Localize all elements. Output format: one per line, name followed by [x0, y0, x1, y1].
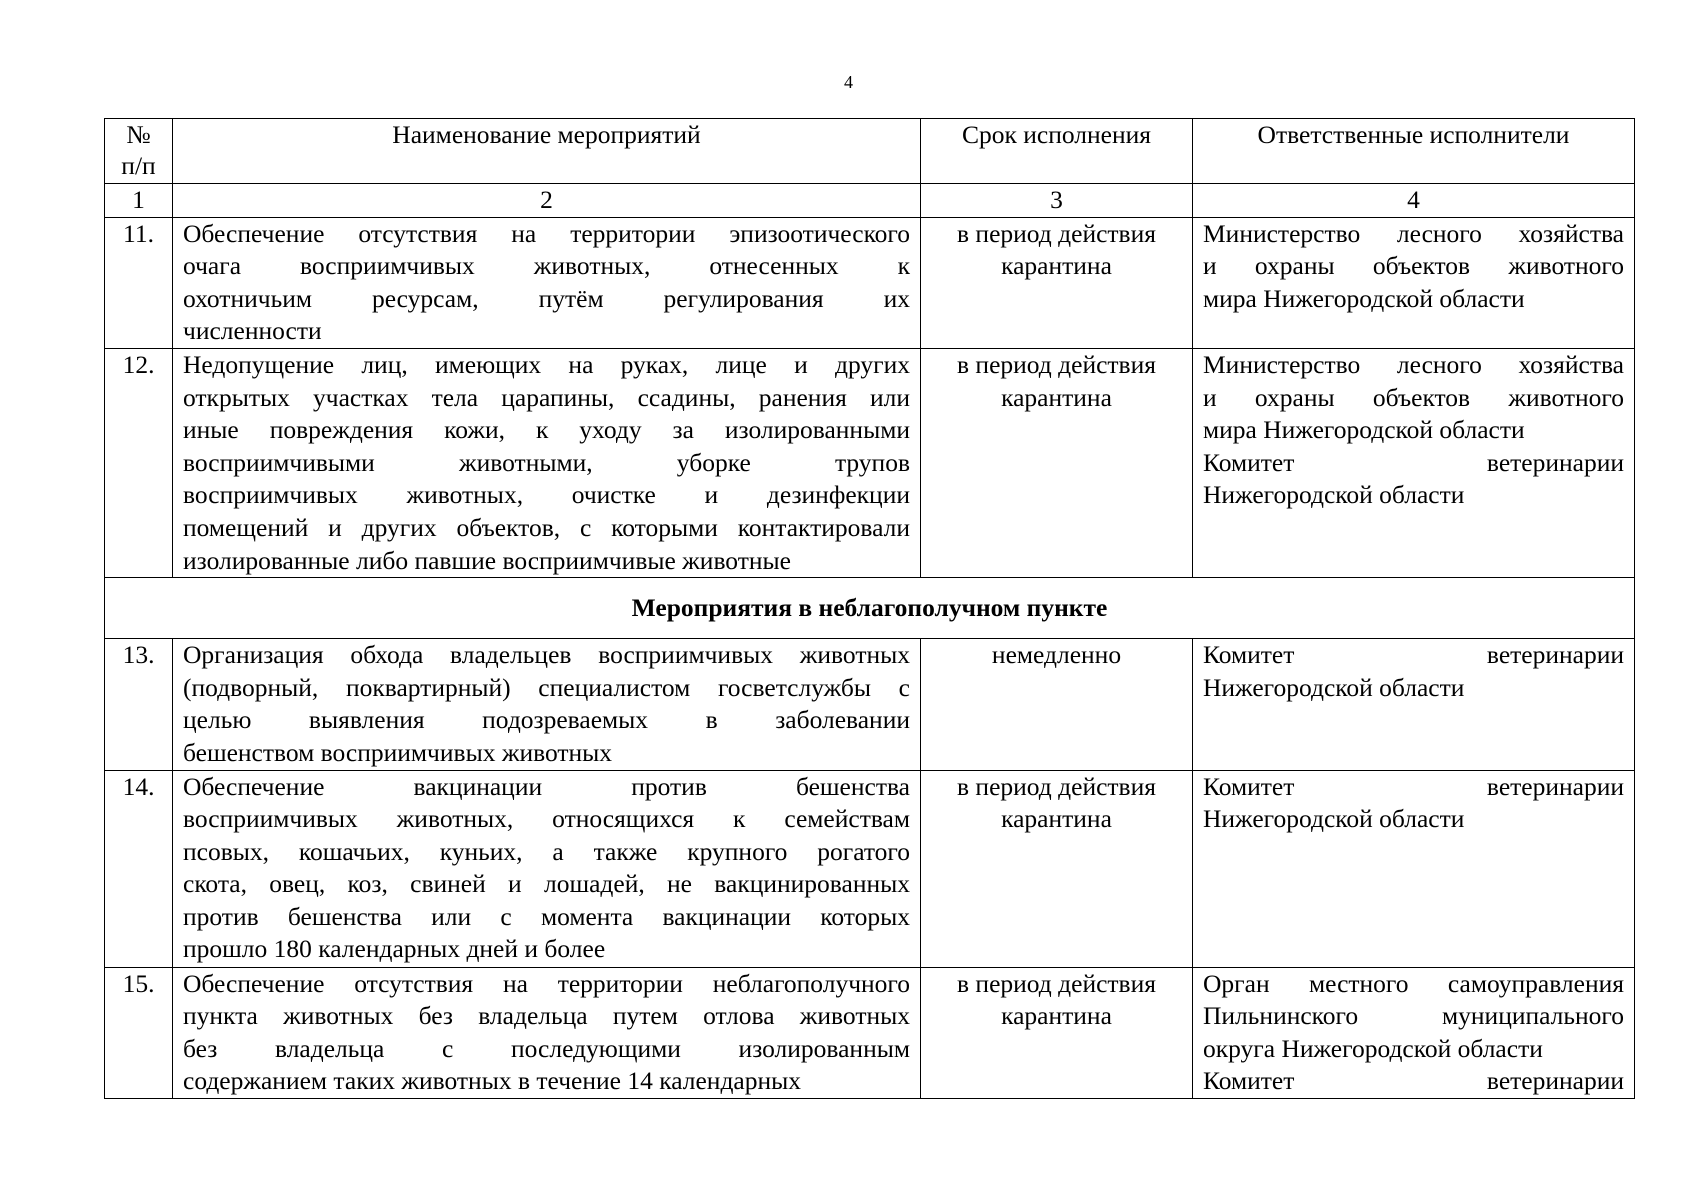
term-line: в период действия	[957, 968, 1156, 998]
header-term: Срок исполнения	[921, 119, 1193, 184]
responsible-line: Комитет ветеринарии	[1203, 447, 1624, 477]
measure-name-line: восприимчивых животных, относящихся к семействам	[183, 804, 910, 834]
responsible	[1193, 639, 1635, 770]
term-line: в период действия	[957, 771, 1156, 801]
measure-name-line: помещений и других объектов, с которыми контактировали	[183, 512, 910, 542]
responsible-line: Нижегородской области	[1203, 480, 1465, 510]
measure-name-line: без владельца с последующими изолированным	[183, 1033, 910, 1063]
table-row	[105, 639, 1635, 770]
header-num: № п/п	[105, 119, 173, 184]
column-index-cell: 3	[921, 184, 1193, 218]
measure-name-line: пункта животных без владельца путем отлова животных	[183, 1001, 910, 1031]
responsible	[1193, 770, 1635, 967]
table-row	[105, 967, 1635, 1098]
column-index-row	[105, 184, 1635, 218]
responsible-line: Министерство лесного хозяйства	[1203, 349, 1624, 379]
measure-name-line: восприимчивых животных, очистке и дезинфекции	[183, 480, 910, 510]
responsible-line: и охраны объектов животного	[1203, 251, 1624, 281]
measure-name-line: Недопущение лиц, имеющих на руках, лице и других	[183, 349, 910, 379]
responsible-line: мира Нижегородской области	[1203, 283, 1525, 313]
responsible	[1193, 348, 1635, 577]
row-number: 14.	[105, 770, 173, 967]
measure-name-line: численности	[183, 316, 322, 346]
measure-name-line: иные повреждения кожи, к уходу за изолированными	[183, 415, 910, 445]
measure-name-line: скота, овец, коз, свиней и лошадей, не вакцинированных	[183, 869, 910, 899]
measure-name-line: бешенством восприимчивых животных	[183, 737, 613, 767]
responsible-line: Комитет ветеринарии	[1203, 640, 1624, 670]
column-index-cell: 2	[173, 184, 921, 218]
term	[921, 967, 1193, 1098]
measure-name-line: изолированные либо павшие восприимчивые животные	[183, 545, 791, 575]
responsible-line: Министерство лесного хозяйства	[1203, 218, 1624, 248]
header-row	[105, 119, 1635, 184]
row-number: 12.	[105, 348, 173, 577]
column-index-cell: 4	[1193, 184, 1635, 218]
measure-name-line: (подворный, поквартирный) специалистом госветслужбы с	[183, 672, 910, 702]
section-row	[105, 578, 1635, 639]
responsible-line: Нижегородской области	[1203, 672, 1465, 702]
measure-name-line: Обеспечение отсутствия на территории неблагополучного	[183, 968, 910, 998]
term	[921, 770, 1193, 967]
measure-name-line: Обеспечение отсутствия на территории эпизоотического	[183, 218, 910, 248]
row-number: 13.	[105, 639, 173, 770]
responsible-line: и охраны объектов животного	[1203, 382, 1624, 412]
term	[921, 217, 1193, 348]
term	[921, 348, 1193, 577]
section-title: Мероприятия в неблагополучном пункте	[105, 578, 1635, 639]
measure-name	[173, 348, 921, 577]
table-row	[105, 217, 1635, 348]
responsible	[1193, 217, 1635, 348]
term-line: карантина	[1001, 251, 1112, 281]
table-row	[105, 770, 1635, 967]
responsible	[1193, 967, 1635, 1098]
measure-name-line: содержанием таких животных в течение 14 календарных	[183, 1066, 802, 1096]
term-line: карантина	[1001, 1001, 1112, 1031]
measure-name	[173, 639, 921, 770]
responsible-line: Орган местного самоуправления	[1203, 968, 1624, 998]
measure-name-line: целью выявления подозреваемых в заболевании	[183, 705, 910, 735]
measure-name-line: охотничьим ресурсам, путём регулирования их	[183, 283, 910, 313]
measure-name-line: открытых участках тела царапины, ссадины, ранения или	[183, 382, 910, 412]
header-name: Наименование мероприятий	[173, 119, 921, 184]
responsible-line: Нижегородской области	[1203, 804, 1465, 834]
measures-table	[104, 118, 1635, 1099]
responsible-line: Комитет ветеринарии	[1203, 1066, 1624, 1096]
responsible-line: Комитет ветеринарии	[1203, 771, 1624, 801]
table-row	[105, 348, 1635, 577]
term-line: немедленно	[991, 640, 1122, 670]
measure-name-line: псовых, кошачьих, куньих, а также крупного рогатого	[183, 836, 910, 866]
page-number: 4	[844, 72, 853, 92]
measure-name-line: восприимчивыми животными, уборке трупов	[183, 447, 910, 477]
term-line: карантина	[1001, 382, 1112, 412]
measure-name	[173, 217, 921, 348]
responsible-line: округа Нижегородской области	[1203, 1033, 1543, 1063]
term	[921, 639, 1193, 770]
measure-name	[173, 770, 921, 967]
row-number: 11.	[105, 217, 173, 348]
term-line: в период действия	[957, 349, 1156, 379]
responsible-line: мира Нижегородской области	[1203, 415, 1525, 445]
measure-name-line: Организация обхода владельцев восприимчивых животных	[183, 640, 910, 670]
measure-name-line: очага восприимчивых животных, отнесенных к	[183, 251, 910, 281]
term-line: в период действия	[957, 218, 1156, 248]
header-resp: Ответственные исполнители	[1193, 119, 1635, 184]
measure-name-line: против бешенства или с момента вакцинации которых	[183, 901, 910, 931]
term-line: карантина	[1001, 804, 1112, 834]
measure-name-line: Обеспечение вакцинации против бешенства	[183, 771, 910, 801]
measure-name	[173, 967, 921, 1098]
responsible-line: Пильнинского муниципального	[1203, 1001, 1624, 1031]
measure-name-line: прошло 180 календарных дней и более	[183, 934, 606, 964]
row-number: 15.	[105, 967, 173, 1098]
column-index-cell: 1	[105, 184, 173, 218]
